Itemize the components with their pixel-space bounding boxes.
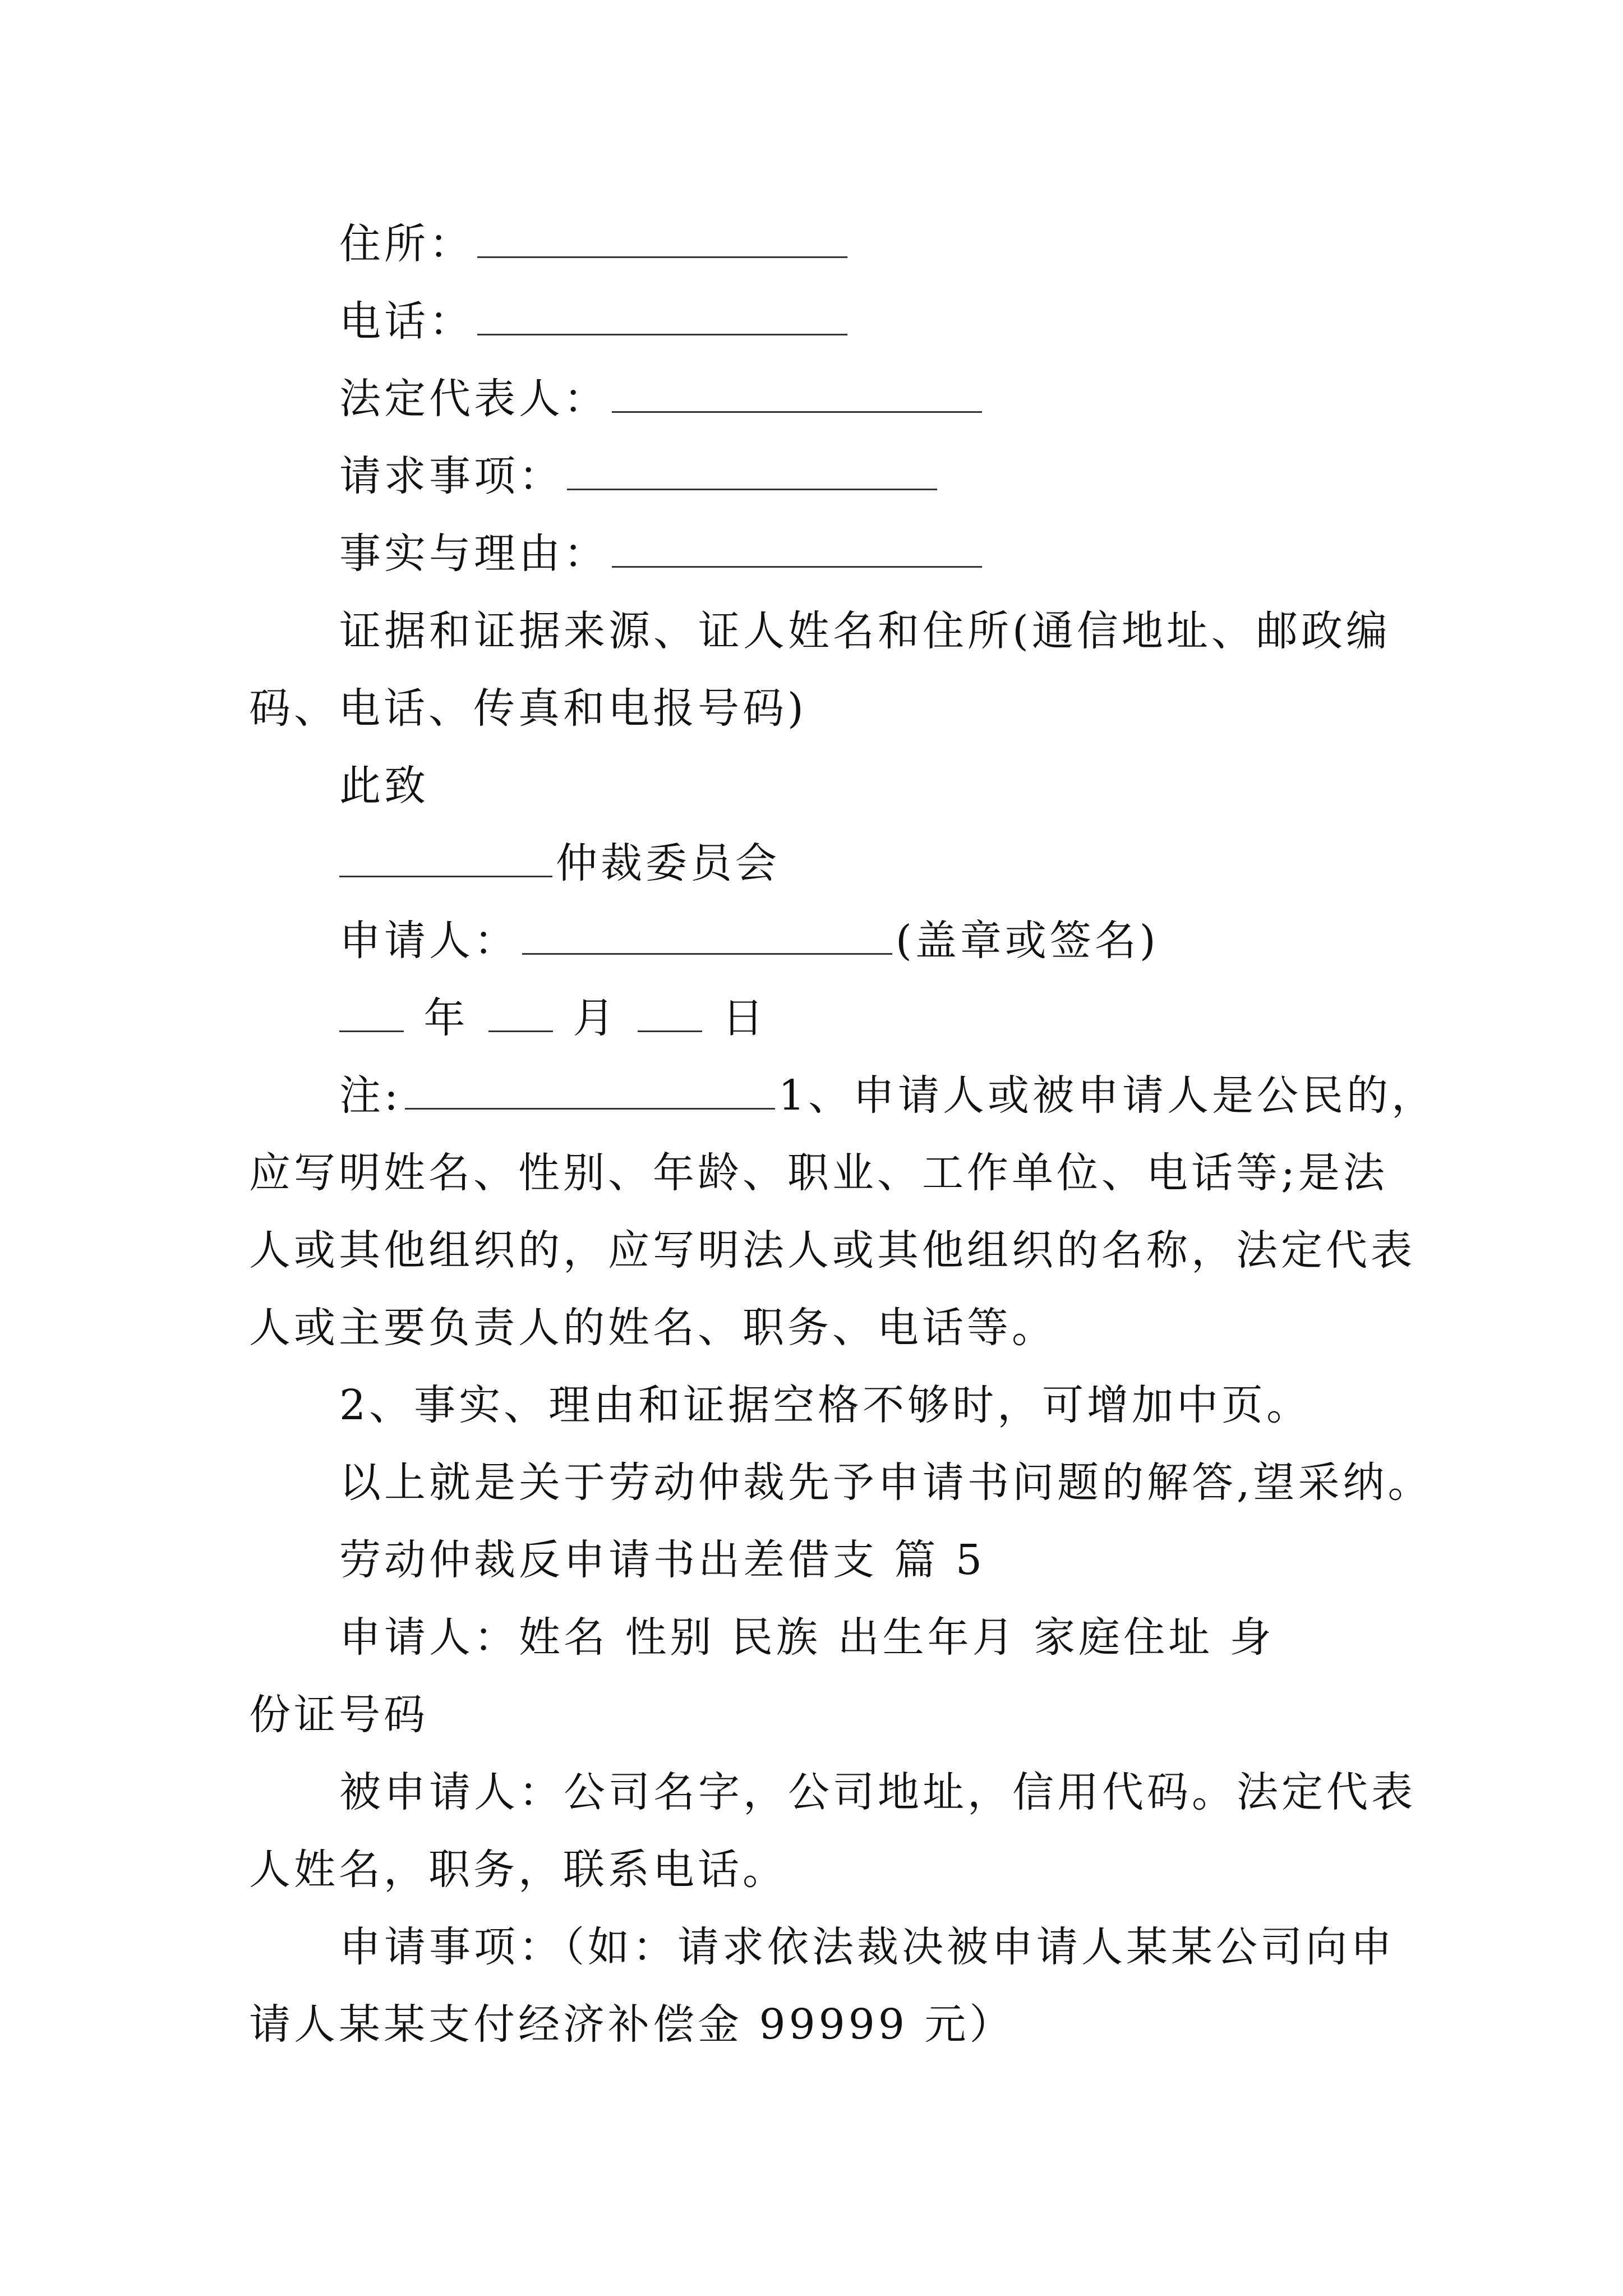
- phone-blank: [477, 328, 847, 335]
- legal-rep-blank: [612, 406, 982, 413]
- date-line: [339, 990, 767, 1046]
- section-applicant-line-2: 份证号码: [249, 1691, 428, 1739]
- committee-label: 仲裁委员会: [556, 839, 780, 887]
- legal-rep-line: [339, 371, 985, 427]
- day-blank: [638, 1025, 702, 1032]
- address-blank: [477, 251, 847, 258]
- section-claims-line-2: 请人某某支付经济补偿金 99999 元）: [249, 2000, 1015, 2049]
- applicant-blank: [522, 947, 892, 955]
- section-respondent-line-2: 人姓名，职务，联系电话。: [249, 1846, 787, 1894]
- facts-blank: [612, 560, 982, 568]
- year-label: 年: [423, 994, 469, 1042]
- note-line-1: [339, 1068, 1436, 1124]
- note-line-2: 应写明姓名、性别、年龄、职业、工作单位、电话等;是法: [249, 1149, 1388, 1197]
- month-label: 月: [573, 994, 618, 1042]
- year-blank: [339, 1025, 404, 1032]
- salutation: 此致: [339, 762, 429, 810]
- note-blank: [405, 1102, 775, 1110]
- evidence-line-2: 码、电话、传真和电报号码): [249, 684, 807, 733]
- committee-line: [339, 835, 780, 891]
- note-line-3: 人或其他组织的，应写明法人或其他组织的名称，法定代表: [249, 1226, 1415, 1274]
- closing-line: 以上就是关于劳动仲裁先予申请书问题的解答,望采纳。: [339, 1458, 1433, 1507]
- address-label: 住所：: [339, 220, 474, 268]
- note-line-4: 人或主要负责人的姓名、职务、电话等。: [249, 1304, 1057, 1352]
- phone-line: [339, 293, 851, 349]
- section-applicant-line-1: 申请人：姓名 性别 民族 出生年月 家庭住址 身: [339, 1613, 1275, 1662]
- claims-label: 请求事项：: [339, 452, 564, 500]
- applicant-suffix: (盖章或签名): [896, 917, 1159, 965]
- note-text-1: 1、申请人或被申请人是公民的，: [778, 1071, 1437, 1120]
- section-title: 劳动仲裁反申请书出差借支 篇 5: [339, 1536, 986, 1584]
- legal-rep-label: 法定代表人：: [339, 375, 608, 423]
- committee-blank: [339, 870, 552, 877]
- section-claims-line-1: 申请事项：（如：请求依法裁决被申请人某某公司向申: [339, 1923, 1395, 1971]
- applicant-label: 申请人：: [339, 917, 519, 965]
- claims-line: [339, 448, 940, 504]
- month-blank: [488, 1025, 553, 1032]
- address-line: [339, 216, 851, 272]
- section-respondent-line-1: 被申请人：公司名字，公司地址，信用代码。法定代表: [339, 1768, 1416, 1816]
- facts-label: 事实与理由：: [339, 530, 608, 578]
- note-line-5: 2、事实、理由和证据空格不够时，可增加中页。: [339, 1381, 1312, 1429]
- facts-line: [339, 526, 985, 582]
- claims-blank: [567, 483, 937, 490]
- applicant-sign-line: [339, 913, 1159, 969]
- note-label: 注:: [339, 1071, 402, 1120]
- evidence-line-1: 证据和证据来源、证人姓名和住所(通信地址、邮政编: [339, 607, 1391, 655]
- day-label: 日: [722, 994, 767, 1042]
- phone-label: 电话：: [339, 297, 474, 346]
